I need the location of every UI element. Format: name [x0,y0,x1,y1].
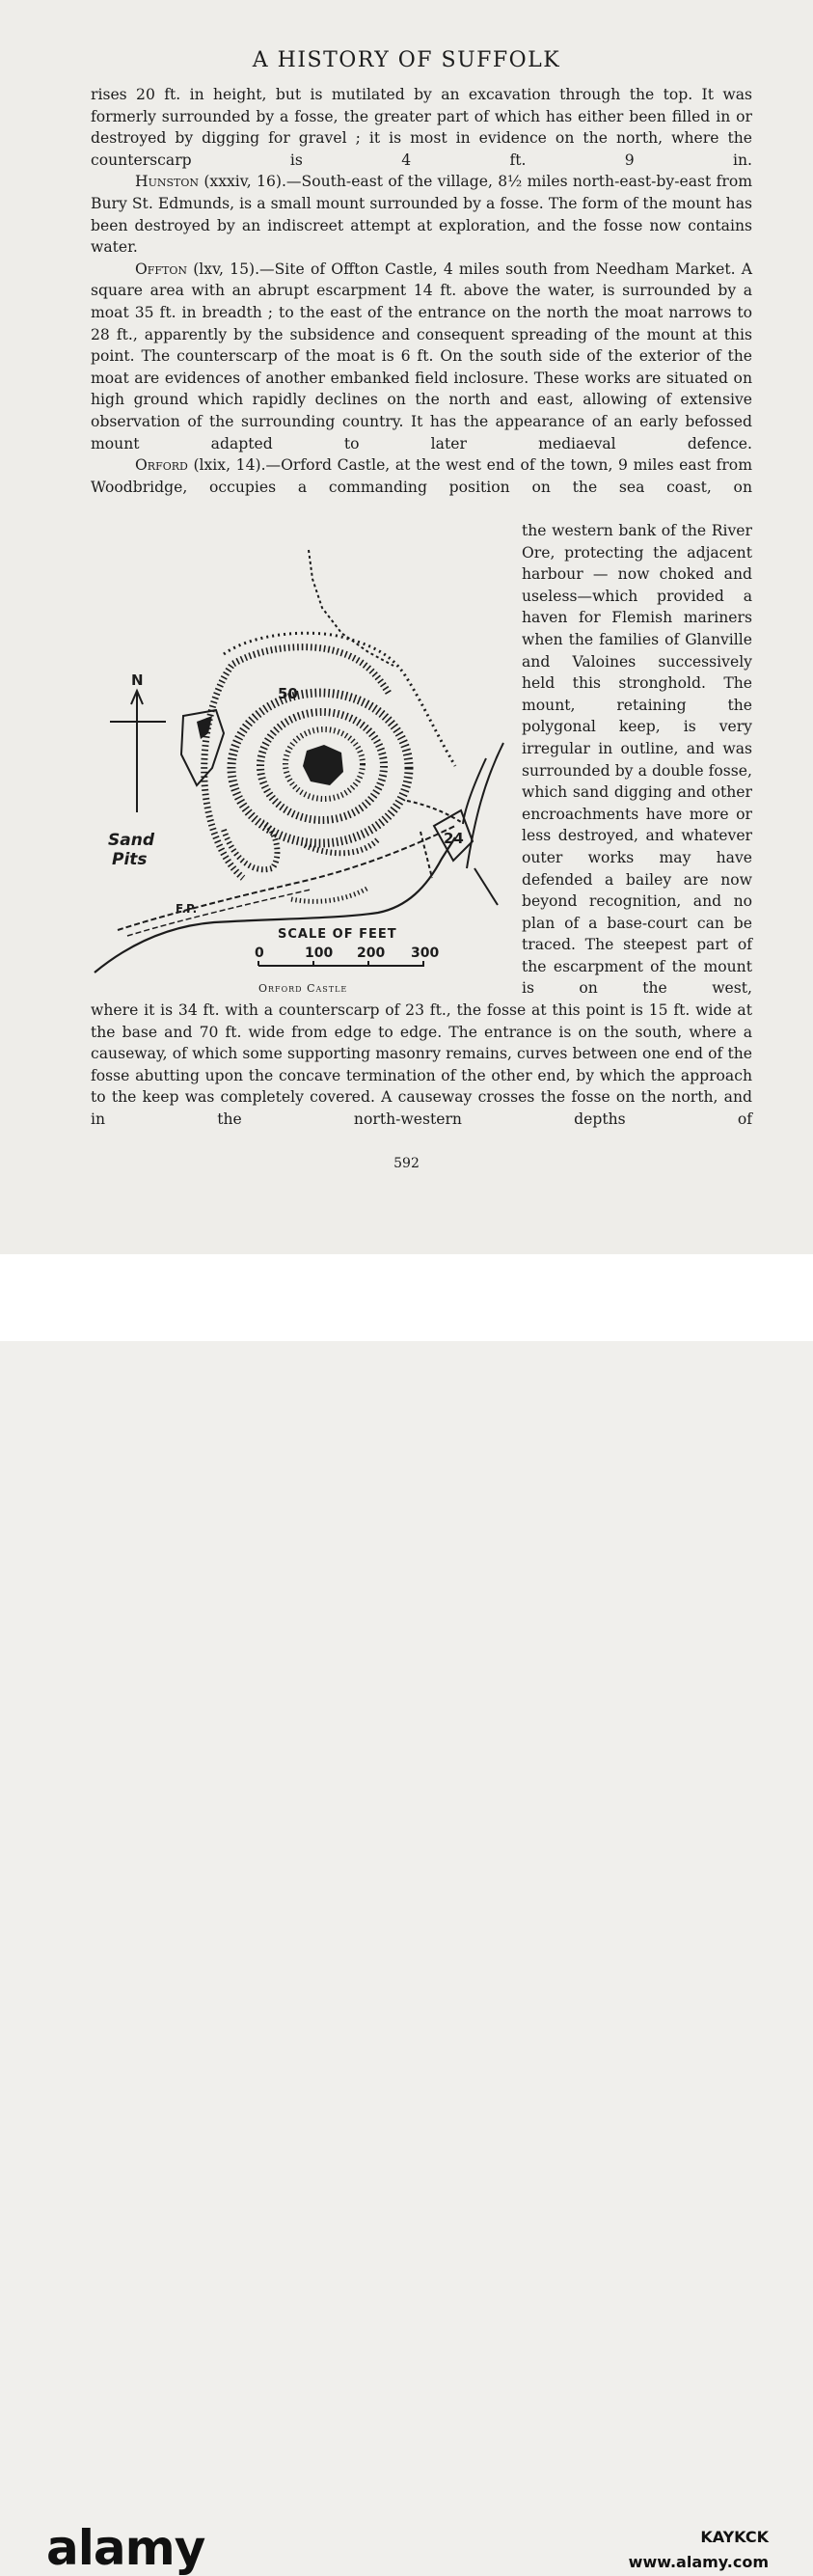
sand-label-1: Sand [108,831,154,850]
paragraph-continuation: rises 20 ft. in height, but is mutilated by an excavation through the top. It was formerly surrounded by a fosse, the greater part of which has either been filled in or destroyed by digging for gravel ; it is most in evidence on the north, where the counterscarp is 4 ft. 9 in. [91,86,752,169]
scale-tick-300: 300 [411,945,440,961]
footpath [118,826,455,930]
scale-tick-0: 0 [255,945,264,961]
paragraph-offton [91,259,752,454]
column-paragraph: the western bank of the River Ore, protecting the adjacent harbour — now choked and useless—which provided a haven for Flemish mariners when the families of Glanville and Valoines successively held this stronghold. The mount, retaining the polygonal keep, is very irregular in outline, and was surrounded by a double fosse, which sand digging and other encroachments have more or less destroyed, and whatever outer works may have defended a bailey are now beyond recognition, and no plan of a base-court can be traced. The steepest part of the escarpment of the mount is on the west, [522,522,752,998]
scale-bar [258,961,424,966]
orford-castle-plan [89,540,513,1003]
sand-label-2: Pits [112,850,148,869]
bottom-text-block [91,1000,752,1131]
footer-url: www.alamy.com [628,2553,769,2571]
scale-title: SCALE OF FEET [278,927,397,942]
outer-fosse-north [233,647,390,695]
plan-caption: Orford Castle [258,982,348,995]
site-name-orford: Orford [135,456,188,475]
hunston-text: (xxxiv, 16).—South-east of the village, 8½ miles north-east-by-east from Bury St. Edmunds, is a small mount surrounded by a fosse. The form of the mount has been destroyed by an indiscreet attempt at exploration, and the fosse now contains water. [91,173,752,257]
north-label: N [131,671,144,689]
south-outer-bank [291,888,368,901]
page-number: 592 [393,1156,420,1171]
main-text-block [91,84,752,498]
site-name-offton: Offton [135,260,188,278]
scale-tick-100: 100 [305,945,334,961]
north-arrow-icon [110,691,166,812]
side-column-text [522,520,752,1000]
paragraph-hunston [91,171,752,258]
keep [303,745,343,785]
north-hachure-line [309,550,393,666]
book-page [0,0,813,1254]
paragraph-orford [91,454,752,498]
offton-text: (lxv, 15).—Site of Offton Castle, 4 miles south from Needham Market. A square area with an abrupt escarpment 14 ft. above the water, is surrounded by a moat 35 ft. in breadth ; to the east of the entrance on the north the moat narrows to 28 ft., apparently by the subsidence and consequent spreading of the mount at this point. The counterscarp of the moat is 6 ft. On the south side of the exterior of the moat are evidences of another embanked field inclosure. These works are situated on high ground which rapidly declines on the north and east, allowing of extensive observation of the surrounding country. It has the appearance of an early befossed mount adapted to later mediaeval defence. [91,260,752,452]
road-east-3 [474,868,498,905]
footpath-label: F.P. [176,902,198,916]
road-east-2 [463,758,486,824]
bottom-paragraph: where it is 34 ft. with a counterscarp of 23 ft., the fosse at this point is 15 ft. wide at the base and 70 ft. wide from edge to edge. The entrance is on the south, where a causeway, of which some supporting masonry remains, curves between one end of the fosse abutting upon the concave termination of the other end, by which the approach to the keep was completely covered. A causeway crosses the fosse on the north, and in the north-western depths of [91,1001,752,1128]
site-name-hunston: Hunston [135,173,200,191]
road-south [95,837,455,973]
causeway [407,801,461,822]
contour-label: 50 [278,685,298,702]
alamy-logo: alamy [46,2520,205,2576]
image-id: KAYKCK [700,2528,769,2546]
orford-text: (lxix, 14).—Orford Castle, at the west end of the town, 9 miles east from Woodbridge, occupies a commanding position on the sea coast, on [91,456,752,496]
running-header: A HISTORY OF SUFFOLK [252,48,561,72]
scale-tick-200: 200 [357,945,386,961]
stock-footer [0,1254,813,2576]
spot-height-label: 24 [444,830,464,847]
